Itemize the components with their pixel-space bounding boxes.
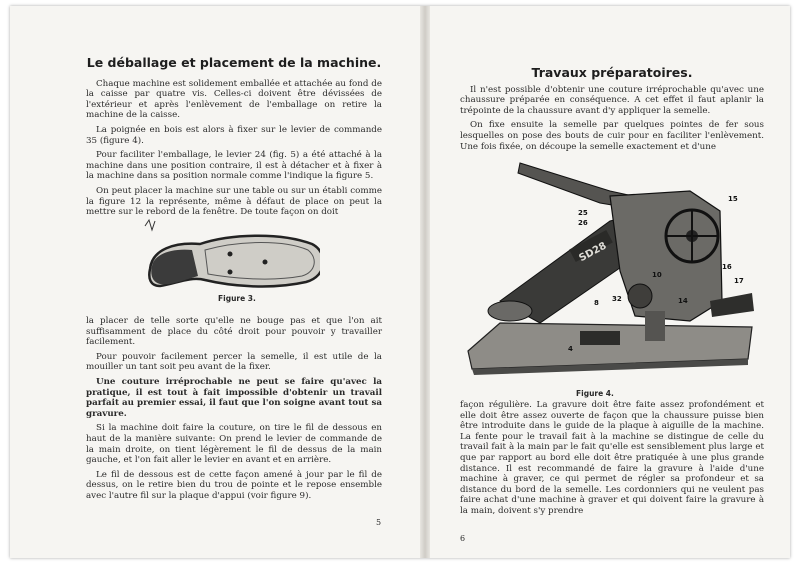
part-label: 26 — [578, 219, 588, 227]
figure-4-caption: Figure 4. — [576, 389, 614, 398]
part-label: 16 — [722, 263, 732, 271]
right-page — [430, 6, 790, 558]
part-label: 25 — [578, 209, 588, 217]
left-paragraph: On peut placer la machine sur une table ou sur un établi comme la figure 12 la représente, même à défaut de place on peut la mettre sur le rebord de la fenêtre. De toute façon on doit — [86, 185, 382, 218]
left-page — [10, 6, 420, 558]
left-top-column — [86, 55, 382, 218]
left-paragraph: Pour faciliter l'emballage, le levier 24 (fig. 5) a été attaché à la machine dans une position contraire, il est à détacher et à fixer à la machine dans sa position normale comme l'indique la figure 5. — [86, 150, 382, 182]
left-page-number: 5 — [376, 518, 382, 527]
right-paragraph: Il n'est possible d'obtenir une couture irréprochable qu'avec une chaussure préparée en conséquence. A cet effet il faut aplanir la trépointe de la chaussure avant d'y appliquer la semelle. — [460, 84, 764, 116]
right-top-column — [460, 65, 764, 152]
book-gutter — [420, 6, 430, 558]
part-label: 4 — [568, 345, 573, 353]
figure-3-caption: Figure 3. — [218, 294, 256, 303]
left-paragraph: Pour pouvoir facilement percer la semelle, il est utile de la mouiller un tant soit peu avant de la fixer. — [86, 351, 382, 373]
right-paragraph: façon régulière. La gravure doit être faite assez profondément et elle doit être assez ouverte de façon que la chaussure puisse bien être introduite dans le guide de la plaque à aiguille de la machine. La fente pour le travail fait à la machine se distingue de celle du travail fait à la main par le fait qu'elle est sensiblement plus large et que par rapport au bord elle doit être pratiquée à une plus grande distance. Il est recommandé de faire la gravure à l'aide d'une machine à graver, ce qui permet de régler sa profondeur et sa distance du bord de la semelle. Les cordonniers qui ne veulent pas faire achat d'une machine à graver et qui doivent faire la gravure à la main, doivent s'y prendre — [460, 400, 764, 516]
right-page-number: 6 — [460, 534, 466, 543]
part-label: 15 — [728, 195, 738, 203]
figure-3-shoe-sole — [80, 214, 320, 304]
left-paragraph-emphasis: Une couture irréprochable ne peut se faire qu'avec la pratique, il est tout à fait impossible d'obtenir un travail parfait au premier essai, il faut que l'on soigne avant tout sa gravure. — [86, 376, 382, 419]
left-bottom-column — [86, 316, 382, 506]
part-label: 14 — [678, 297, 688, 305]
left-paragraph: Si la machine doit faire la couture, on tire le fil de dessous en haut de la manière suivante: On prend le levier de commande de la main droite, on tient légèrement le fil de dessus de la main gauche, et l'on fait aller le levier en avant et en arrière. — [86, 423, 382, 466]
figure-4-machine-illustration — [460, 151, 760, 389]
right-bottom-column — [460, 400, 764, 517]
part-label: 17 — [734, 277, 744, 285]
left-paragraph: Le fil de dessous est de cette façon amené à jour par le fil de dessus, on le retire bien du trou de pointe et le repose ensemble avec l'autre fil sur la plaque d'appui (voir figure 9). — [86, 469, 382, 501]
left-paragraph: Chaque machine est solidement emballée et attachée au fond de la caisse par quatre vis. Celles-ci doivent être dévissées de l'extérieur et après l'enlèvement de l'emballage on retire la machine de la caisse. — [86, 78, 382, 121]
book-spread — [10, 6, 790, 558]
left-paragraph: La poignée en bois est alors à fixer sur le levier de commande 35 (figure 4). — [86, 124, 382, 146]
right-page-title: Travaux préparatoires. — [531, 65, 693, 80]
right-paragraph: On fixe ensuite la semelle par quelques pointes de fer sous lesquelles on pose des bouts de cuir pour en faciliter l'enlèvement. Une fois fixée, on découpe la semelle exactement et d'une — [460, 120, 764, 152]
part-label: 32 — [612, 295, 622, 303]
part-label: 8 — [594, 299, 599, 307]
machine-model-label: SD28 — [577, 240, 609, 265]
left-paragraph: la placer de telle sorte qu'elle ne bouge pas et que l'on ait suffisamment de place du côté droit pour pouvoir y travailler facilement. — [86, 316, 382, 348]
left-page-title: Le déballage et placement de la machine. — [86, 55, 382, 70]
part-label: 10 — [652, 271, 662, 279]
